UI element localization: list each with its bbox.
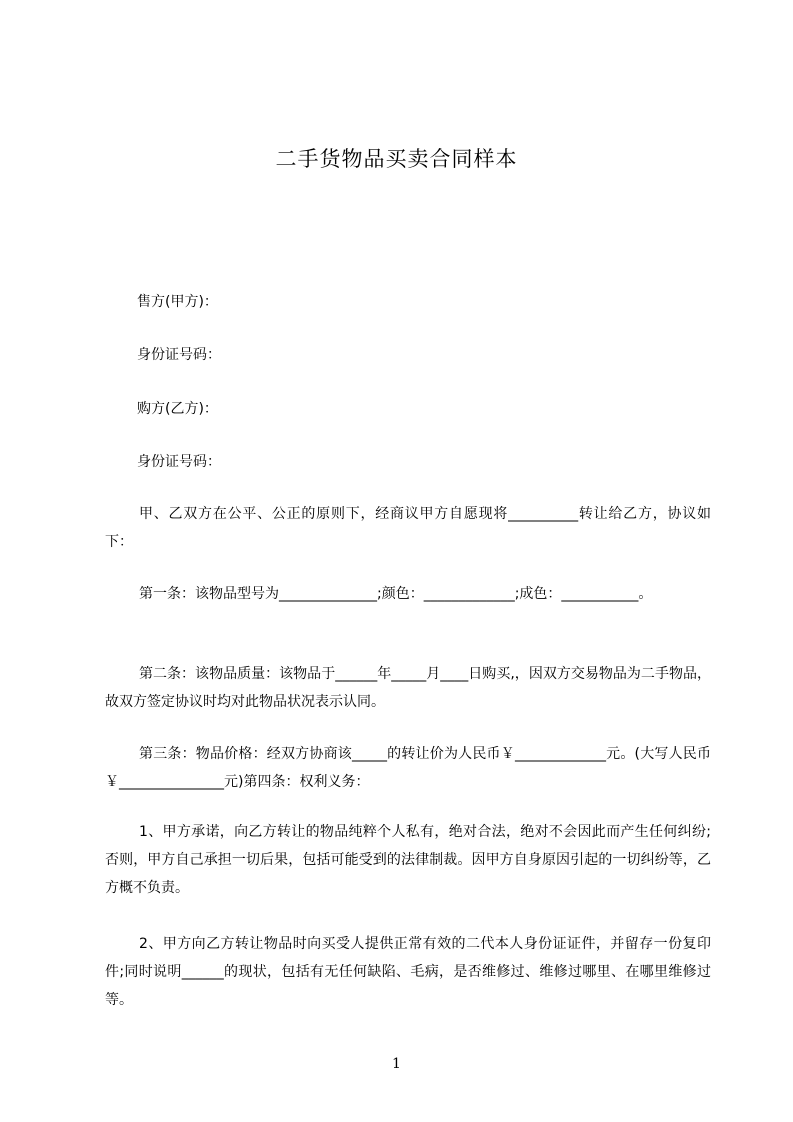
- article-1-paragraph: 第一条：该物品型号为______________;颜色：_____________;成色：___________。: [139, 586, 653, 602]
- article-2-paragraph: 第二条：该物品质量：该物品于______年_____月____日购买,，因双方交易物品为二手物品，故双方签定协议时均对此物品状况表示认同。: [105, 666, 711, 710]
- seller-id-field-label: 身份证号码：: [137, 347, 221, 363]
- document-title: 二手货物品买卖合同样本: [275, 147, 518, 171]
- buyer-field-label: 购方(乙方)：: [137, 401, 218, 417]
- seller-field-label: 售方(甲方)：: [137, 294, 218, 310]
- buyer-id-field-label: 身份证号码：: [137, 454, 221, 470]
- article-3-paragraph: 第三条：物品价格：经双方协商该_____的转让价为人民币￥_____________元。(大写人民币￥_______________元)第四条：权利义务：: [105, 746, 711, 790]
- obligation-item-2-paragraph: 2、甲方向乙方转让物品时向买受人提供正常有效的二代本人身份证证件，并留存一份复印件;同时说明______的现状，包括有无任何缺陷、毛病，是否维修过、维修过哪里、在哪里维修过等。: [105, 936, 711, 1008]
- obligation-item-1-paragraph: 1、甲方承诺，向乙方转让的物品纯粹个人私有，绝对合法，绝对不会因此而产生任何纠纷;否则，甲方自己承担一切后果，包括可能受到的法律制裁。因甲方自身原因引起的一切纠纷等，乙方概不负责。: [105, 824, 711, 896]
- intro-paragraph: 甲、乙双方在公平、公正的原则下，经商议甲方自愿现将__________转让给乙方，协议如下：: [105, 506, 711, 550]
- page-number: 1: [392, 1056, 401, 1072]
